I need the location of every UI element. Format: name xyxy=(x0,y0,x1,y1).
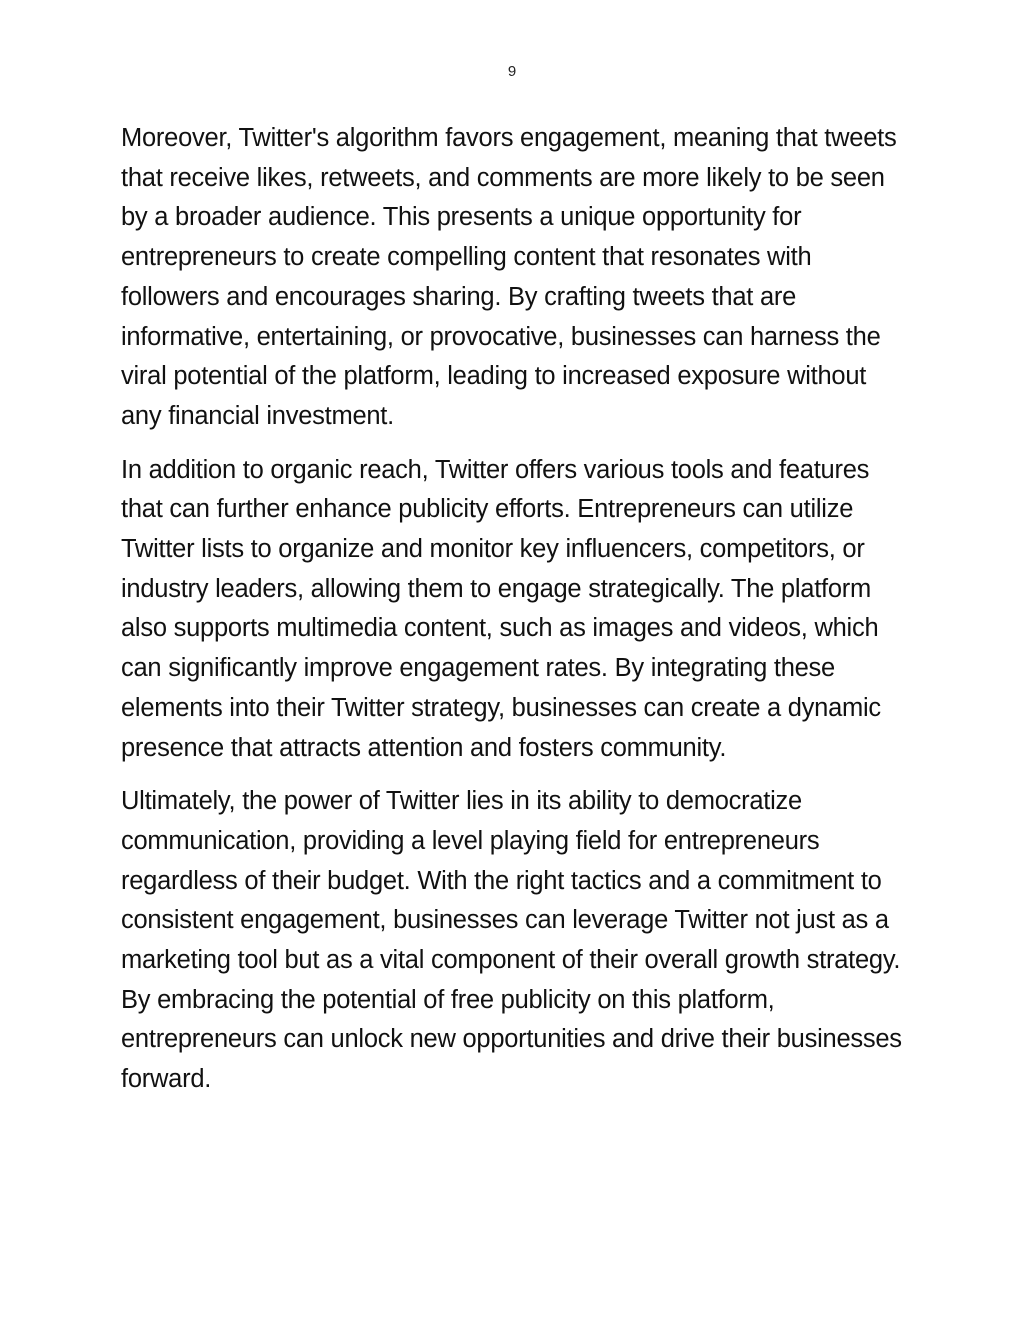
paragraph-conclusion: Ultimately, the power of Twitter lies in its ability to democratize communication, providing a level playing field for entrepreneurs regardless of their budget. With the right tactics and a commitment to consistent engagement, businesses can leverage Twitter not just as a marketing tool but as a vital component of their overall growth strategy. By embracing the potential of free publicity on this platform, entrepreneurs can unlock new opportunities and drive their businesses forward. xyxy=(121,787,902,1094)
page-number: 9 xyxy=(507,63,517,80)
body-text xyxy=(121,119,911,1114)
paragraph-tools-features: In addition to organic reach, Twitter offers various tools and features that can further enhance publicity efforts. Entrepreneurs can utilize Twitter lists to organize and monitor key influencers, competitors, or industry leaders, allowing them to engage strategically. The platform also supports multimedia content, such as images and videos, which can significantly improve engagement rates. By integrating these elements into their Twitter strategy, businesses can create a dynamic presence that attracts attention and fosters community. xyxy=(121,455,881,762)
paragraph-algorithm-engagement: Moreover, Twitter's algorithm favors engagement, meaning that tweets that receive likes, retweets, and comments are more likely to be seen by a broader audience. This presents a unique opportunity for entrepreneurs to create compelling content that resonates with followers and encourages sharing. By crafting tweets that are informative, entertaining, or provocative, businesses can harness the viral potential of the platform, leading to increased exposure without any financial investment. xyxy=(121,124,897,430)
